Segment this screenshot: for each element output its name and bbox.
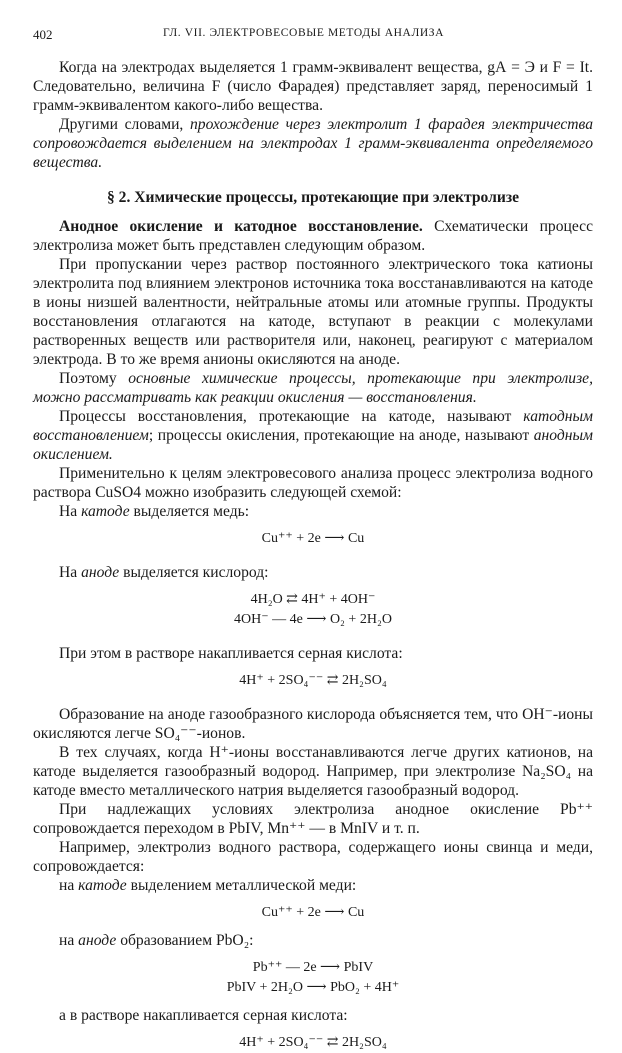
- emphasis: аноде: [81, 564, 120, 581]
- text-run: ; процессы окисления, протекающие на аноде, называют: [148, 427, 534, 444]
- paragraph: [33, 369, 593, 407]
- equation: Pb⁺⁺ — 2e ⟶ PbIV: [252, 960, 374, 975]
- paragraph: Применительно к целям электровесового анализа процесс электролиза водного раствора CuSO4 можно изобразить следующей схемой:: [33, 465, 593, 501]
- spacer: [33, 691, 593, 705]
- paragraph: [33, 115, 593, 172]
- spacer: [33, 630, 593, 644]
- paragraph: [33, 876, 593, 895]
- paragraph: При надлежащих условиях электролиза анодное окисление Pb⁺⁺ сопровождается переходом в PbIV, Mn⁺⁺ — в MnIV и т. п.: [33, 801, 593, 837]
- equation: PbIV + 2H₂O ⟶ PbO₂ + 4H⁺: [226, 980, 400, 995]
- equation: 4H⁺ + 2SO₄⁻⁻ ⇄ 2H₂SO₄: [239, 673, 387, 688]
- emphasis: анодным окислением.: [33, 427, 593, 463]
- spacer: [33, 549, 593, 563]
- page-header: [33, 27, 598, 45]
- text-run: на: [59, 877, 79, 894]
- spacer: [33, 950, 593, 958]
- equation: 4H⁺ + 2SO₄⁻⁻ ⇄ 2H₂SO₄: [239, 1035, 387, 1050]
- paragraph: [33, 217, 593, 255]
- paragraph: а в растворе накапливается серная кислота:: [59, 1007, 348, 1024]
- paragraph: [33, 407, 593, 464]
- text-run: На: [59, 503, 82, 520]
- text-run: выделением металлической меди:: [126, 877, 357, 894]
- text-run: Поэтому: [59, 370, 129, 387]
- spacer: [33, 895, 593, 903]
- emphasis: прохождение через электролит 1 фарадея электричества сопровождается выделением на электродах 1 грамм-эквивалента определяемого вещества.: [33, 116, 593, 171]
- spacer: [33, 1025, 593, 1033]
- paragraph: [33, 563, 593, 582]
- equation: Cu⁺⁺ + 2e ⟶ Cu: [261, 531, 365, 546]
- text-run: На: [59, 564, 82, 581]
- bold-lead: Анодное окисление и катодное восстановление.: [59, 218, 423, 235]
- emphasis: катоде: [78, 877, 127, 894]
- emphasis: аноде: [78, 932, 117, 949]
- text-run: Схематически процесс электролиза может быть представлен следующим образом.: [33, 218, 594, 254]
- spacer: [33, 998, 593, 1006]
- page-number: 402: [33, 27, 53, 42]
- emphasis: основные химические процессы, протекающие при электролизе, можно рассматривать как реакции окисления — восстановления.: [33, 370, 593, 406]
- paragraph: В тех случаях, когда H⁺-ионы восстанавливаются легче других катионов, на катоде выделяется газообразный водород. Например, при электролизе Na₂SO₄ на катоде вместо металлического натрия выделяется газообразный водород.: [33, 744, 593, 799]
- equation: 4OH⁻ — 4e ⟶ O₂ + 2H₂O: [234, 612, 392, 627]
- paragraph: Образование на аноде газообразного кислорода объясняется тем, что OH⁻-ионы окисляются легче SO₄⁻⁻-ионов.: [33, 706, 593, 742]
- paragraph: Например, электролиз водного раствора, содержащего ионы свинца и меди, сопровождается:: [33, 839, 593, 875]
- text-run: на: [59, 932, 79, 949]
- section-title: § 2. Химические процессы, протекающие при электролизе: [106, 189, 520, 206]
- paragraph: При пропускании через раствор постоянного электрического тока катионы электролита под влиянием электронов источника тока восстанавливаются на катоде в ионы низшей валентности, нейтральные атомы или атомные группы. Продукты восстановления отлагаются на катоде, вступают в реакции с молекулами растворенных веществ или растворителя или, наконец, реагируют с материалом электрода. В то же время анионы окисляются на аноде.: [33, 256, 593, 368]
- text-run: Другими словами,: [59, 116, 190, 133]
- paragraph: Когда на электродах выделяется 1 грамм-эквивалент вещества, gА = Э и F = It. Следовательно, величина F (число Фарадея) представляет заряд, переносимый 1 грамм-эквивалентом какого-либо вещества.: [33, 59, 593, 114]
- running-title: ГЛ. VII. ЭЛЕКТРОВЕСОВЫЕ МЕТОДЫ АНАЛИЗА: [163, 27, 445, 39]
- equation: Cu⁺⁺ + 2e ⟶ Cu: [261, 905, 365, 920]
- text-run: образованием PbO₂:: [116, 932, 254, 949]
- emphasis: катоде: [81, 503, 130, 520]
- paragraph: При этом в растворе накапливается серная кислота:: [59, 645, 403, 662]
- text-run: выделяется медь:: [129, 503, 250, 520]
- paragraph: [33, 931, 593, 950]
- emphasis: катодным восстановлением: [33, 408, 593, 444]
- equation: 4H₂O ⇄ 4H⁺ + 4OH⁻: [250, 592, 376, 607]
- spacer: [33, 521, 593, 529]
- text-run: выделяется кислород:: [119, 564, 269, 581]
- text-run: Процессы восстановления, протекающие на катоде, называют: [59, 408, 524, 425]
- spacer: [33, 582, 593, 590]
- paragraph: [33, 502, 593, 521]
- spacer: [33, 923, 593, 931]
- body-text: [33, 58, 593, 1053]
- spacer: [33, 663, 593, 671]
